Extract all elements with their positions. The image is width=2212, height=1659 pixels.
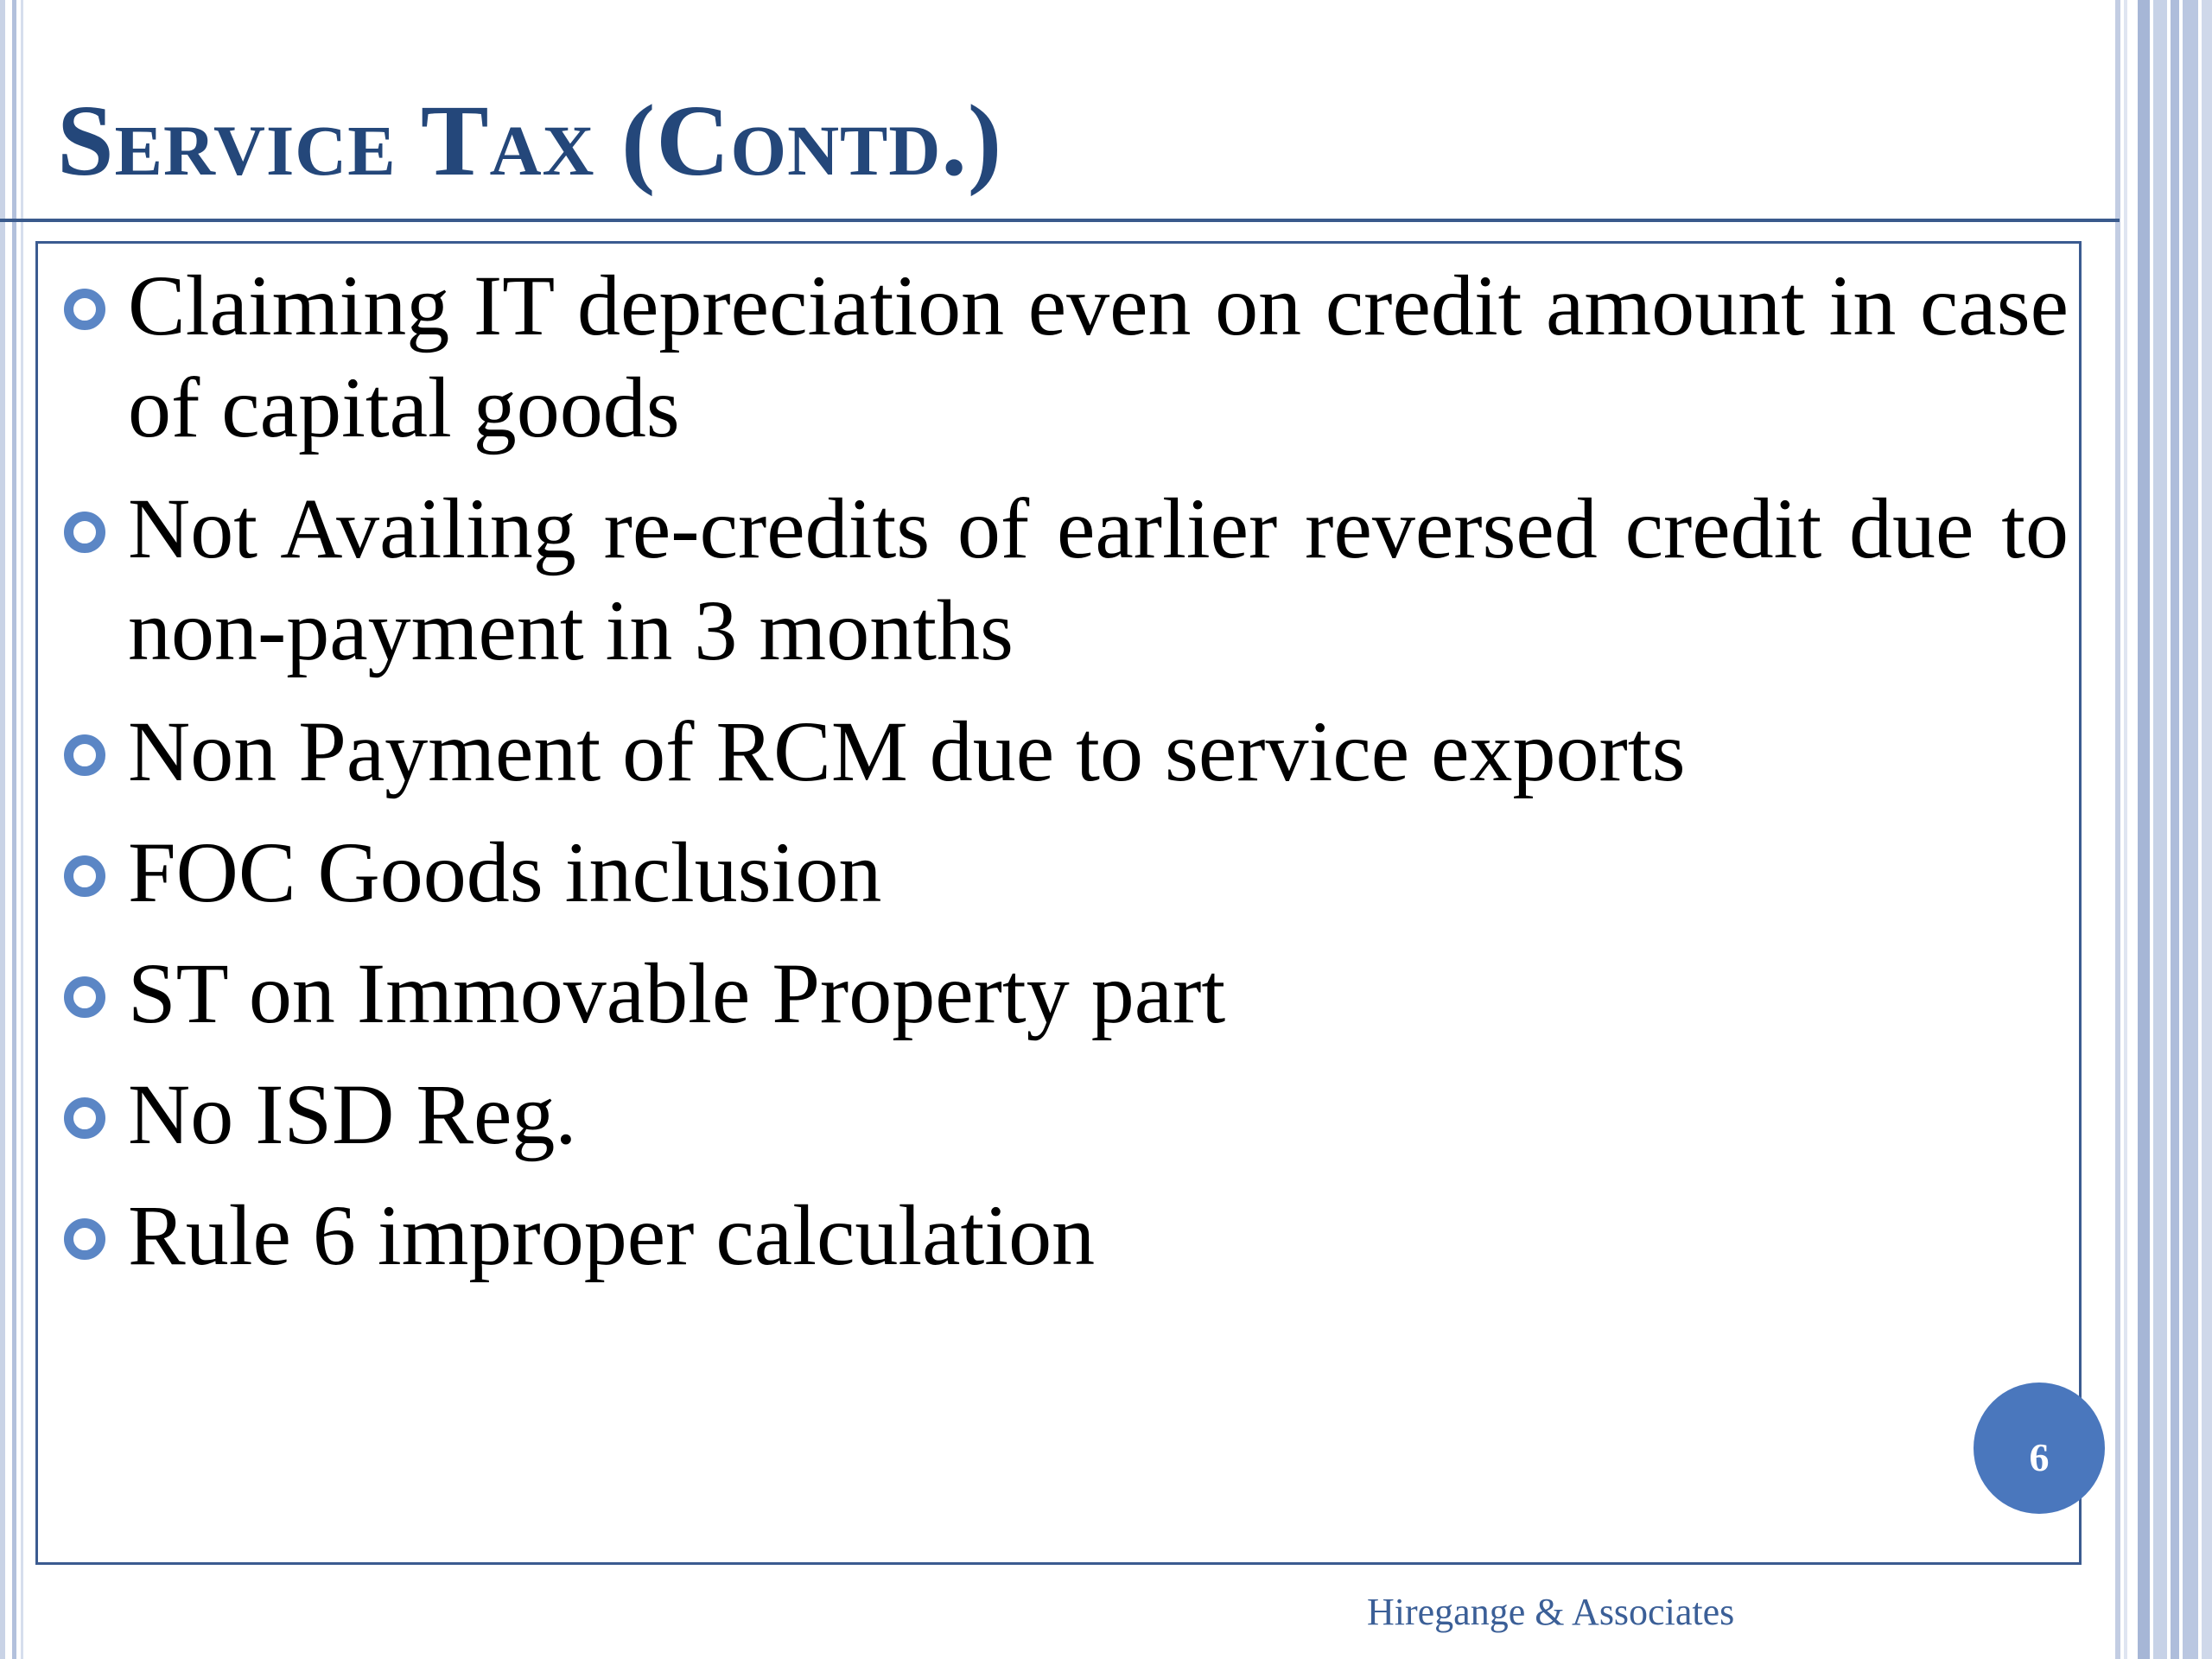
bullet-text: Claiming IT depreciation even on credit amount in case of capital goods: [128, 257, 2069, 455]
title-divider: [0, 219, 2120, 222]
bullet-item: [64, 701, 2069, 803]
slide-title: Service Tax (Contd.): [57, 84, 1003, 197]
ring-bullet-icon: [64, 512, 105, 553]
ring-bullet-icon: [64, 855, 105, 897]
right-border-stripe: [2183, 0, 2198, 1659]
left-border-line: [21, 0, 23, 1659]
bullet-text: ST on Immovable Property part: [128, 945, 1226, 1041]
bullet-text: No ISD Reg.: [128, 1066, 577, 1162]
bullet-text: Rule 6 improper calculation: [128, 1187, 1096, 1283]
bullet-item: [64, 255, 2069, 459]
right-border-stripe: [2153, 0, 2167, 1659]
ring-bullet-icon: [64, 289, 105, 330]
ring-bullet-icon: [64, 734, 105, 776]
page-number-badge: [1974, 1382, 2105, 1514]
right-border-stripe: [2202, 0, 2212, 1659]
ring-bullet-icon: [64, 1218, 105, 1260]
left-border-line: [12, 0, 16, 1659]
bullet-text: Not Availing re-credits of earlier reversed credit due to non-payment in 3 months: [128, 480, 2069, 678]
right-border-stripe: [2138, 0, 2150, 1659]
footer-text: Hiregange & Associates: [1367, 1591, 1735, 1633]
bullet-text: FOC Goods inclusion: [128, 824, 882, 920]
bullet-item: [64, 478, 2069, 682]
bullet-item: [64, 1064, 2069, 1166]
ring-bullet-icon: [64, 1097, 105, 1139]
right-border-stripe: [2171, 0, 2179, 1659]
page-number: 6: [2029, 1434, 2050, 1479]
bullet-item: [64, 822, 2069, 924]
right-border-stripe: [2115, 0, 2120, 1659]
bullet-item: [64, 943, 2069, 1045]
ring-bullet-icon: [64, 976, 105, 1018]
bullet-item: [64, 1185, 2069, 1287]
left-border-line: [0, 0, 5, 1659]
bullet-list: [64, 255, 2069, 1306]
bullet-text: Non Payment of RCM due to service exports: [128, 703, 1686, 799]
right-border-stripe: [2124, 0, 2127, 1659]
